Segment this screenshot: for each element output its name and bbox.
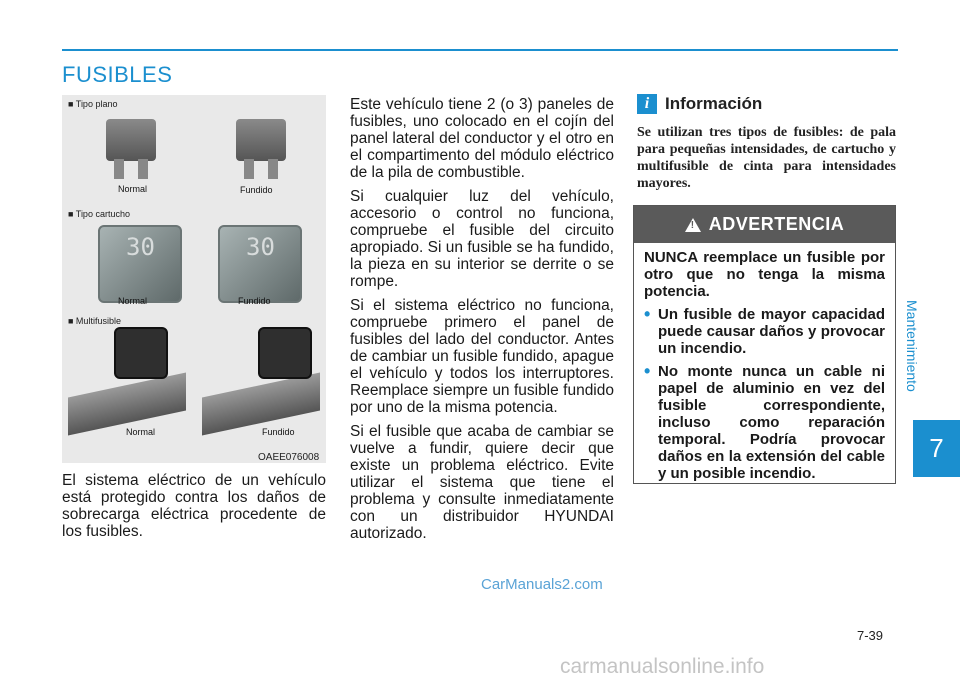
body-text-column	[350, 96, 614, 549]
warning-body	[634, 243, 895, 482]
figure-code: OAEE076008	[258, 452, 320, 463]
intro-text-column	[62, 472, 326, 547]
check-fuse-paragraph: Si cualquier luz del vehículo, accesorio o control no funciona, compruebe el fusible del circuito apropiado. Si un fusible se ha fundido, la pieza en su interior se derrite o se rompe.	[350, 188, 614, 290]
panels-paragraph: Este vehículo tiene 2 (o 3) paneles de fusibles, uno colocado en el cojín del panel lateral del conductor y el otro en el compartimento del módulo eléctrico de la pila de combustible.	[350, 96, 614, 181]
multifuse-blown-zoom-image	[258, 327, 312, 379]
warning-triangle-icon	[685, 218, 701, 232]
replace-fuse-paragraph: Si el sistema eléctrico no funciona, compruebe primero el panel de fusibles del lado del conductor. Antes de cambiar un fusible fundido, apague el vehículo y todos los interruptores. Reemplace siempre un fusible fundido por uno de la misma potencia.	[350, 297, 614, 416]
chapter-number-tab: 7	[913, 420, 960, 477]
cartridge-normal-caption: Normal	[118, 296, 148, 306]
watermark-link[interactable]: CarManuals2.com	[481, 576, 603, 593]
page-number: 7-39	[857, 628, 884, 643]
warning-bullet: • Un fusible de mayor capacidad puede causar daños y provocar un incendio.	[644, 306, 885, 357]
info-title: Información	[665, 94, 763, 113]
multifuse-normal-zoom-image	[114, 327, 168, 379]
intro-paragraph: El sistema eléctrico de un vehículo está protegido contra los daños de sobrecarga eléctrica procedente de los fusibles.	[62, 472, 326, 540]
warning-bullet: • No monte nunca un cable ni papel de aluminio en vez del fusible correspondiente, incluso como reparación temporal. Podría provocar daños en la extensión del cable y un posible incendio.	[644, 363, 885, 482]
site-watermark: carmanualsonline.info	[560, 655, 765, 677]
flat-blown-caption: Fundido	[240, 185, 273, 195]
multifuse-blown-caption: Fundido	[262, 427, 295, 437]
multifuse-type-label: ■ Multifusible	[68, 316, 121, 326]
multifuse-blown-strip-image	[202, 372, 320, 435]
info-header	[637, 94, 762, 114]
warning-box	[633, 205, 896, 484]
flat-fuse-normal-image	[106, 119, 156, 179]
warning-header	[634, 206, 895, 243]
section-title: FUSIBLES	[62, 62, 173, 87]
info-icon: i	[637, 94, 657, 114]
top-rule	[62, 49, 898, 51]
multifuse-normal-caption: Normal	[126, 427, 156, 437]
flat-normal-caption: Normal	[118, 184, 148, 194]
warning-title: ADVERTENCIA	[708, 214, 845, 234]
cartridge-type-label: ■ Tipo cartucho	[68, 209, 130, 219]
info-body: Se utilizan tres tipos de fusibles: de pala para pequeñas intensidades, de cartucho y multifusible de cinta para intensidades mayores.	[637, 125, 896, 191]
flat-fuse-blown-image	[236, 119, 286, 179]
cartridge-fuse-normal-image: 30	[98, 225, 182, 303]
cartridge-fuse-blown-image: 30	[218, 225, 302, 303]
warning-intro: NUNCA reemplace un fusible por otro que no tenga la misma potencia.	[644, 249, 885, 300]
fuse-types-figure	[62, 95, 326, 463]
chapter-side-label: Mantenimiento	[904, 300, 920, 392]
flat-type-label: ■ Tipo plano	[68, 99, 118, 109]
dealer-paragraph: Si el fusible que acaba de cambiar se vuelve a fundir, quiere decir que existe un problema eléctrico. Evite utilizar el sistema que tiene el problema y consulte inmediatamente con un distribuidor HYUNDAI autorizado.	[350, 423, 614, 542]
cartridge-blown-caption: Fundido	[238, 296, 271, 306]
